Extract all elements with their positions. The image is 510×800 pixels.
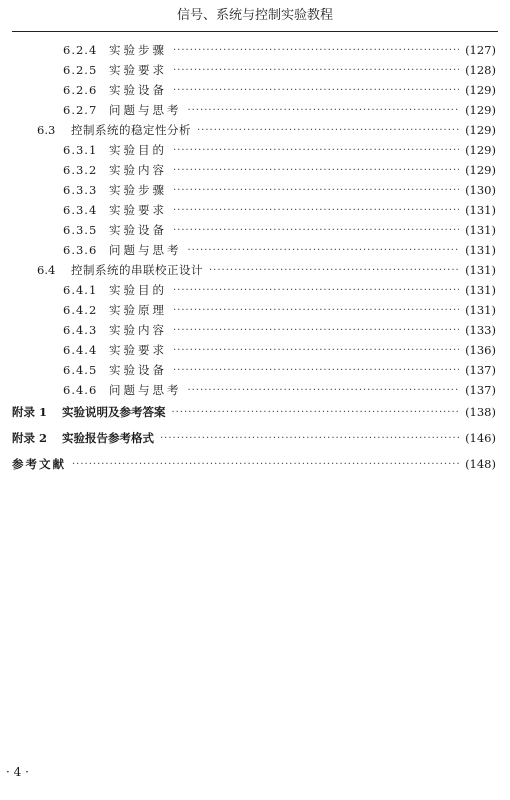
toc-entry-number: 6.3.6 bbox=[63, 243, 98, 257]
toc-entry-number: 6.3.4 bbox=[63, 203, 98, 217]
toc-entry bbox=[0, 320, 496, 340]
toc-dot-leader bbox=[160, 433, 459, 444]
toc-entry-page: (137) bbox=[465, 363, 496, 377]
toc-entry-number: 6.3.3 bbox=[63, 183, 98, 197]
toc-entry-title: 实验目的 bbox=[109, 143, 167, 157]
toc-entry bbox=[0, 240, 496, 260]
toc-entry bbox=[0, 80, 496, 100]
toc-dot-leader bbox=[173, 325, 459, 336]
toc-dot-leader bbox=[173, 65, 459, 76]
toc-entry-title: 实验步骤 bbox=[109, 183, 167, 197]
toc-dot-leader bbox=[173, 365, 459, 376]
toc-dot-leader bbox=[173, 285, 459, 296]
toc-entry-number: 6.2.6 bbox=[63, 83, 98, 97]
toc-dot-leader bbox=[173, 145, 459, 156]
toc-entry bbox=[0, 60, 496, 80]
toc-entry-page: (127) bbox=[465, 43, 496, 57]
toc-entry-title: 实验原理 bbox=[109, 303, 167, 317]
toc-entry bbox=[0, 360, 496, 380]
toc-section-entry bbox=[0, 120, 496, 140]
toc-entry-page: (131) bbox=[465, 223, 496, 237]
toc-appendix-entry bbox=[0, 428, 496, 448]
toc-dot-leader bbox=[172, 407, 460, 418]
toc-entry-title: 实验设备 bbox=[109, 363, 167, 377]
toc-dot-leader bbox=[173, 225, 459, 236]
toc-entry-title: 问题与思考 bbox=[109, 383, 182, 397]
toc-entry-number: 6.3.2 bbox=[63, 163, 98, 177]
toc-entry-title: 实验设备 bbox=[109, 83, 167, 97]
toc-section-entry bbox=[0, 260, 496, 280]
toc-entry-page: (129) bbox=[465, 123, 496, 137]
toc-entry-number: 6.3.5 bbox=[63, 223, 98, 237]
toc-entry-number: 6.4 bbox=[37, 263, 56, 277]
toc-entry-number: 6.3.1 bbox=[63, 143, 98, 157]
toc-entry bbox=[0, 160, 496, 180]
page-number: · 4 · bbox=[6, 765, 29, 779]
toc-dot-leader bbox=[188, 245, 460, 256]
toc-entry-title: 控制系统的串联校正设计 bbox=[71, 263, 203, 277]
toc-entry-number: 6.2.7 bbox=[63, 103, 98, 117]
toc-entry-page: (129) bbox=[465, 143, 496, 157]
toc-entry-title: 实验内容 bbox=[109, 323, 167, 337]
toc-entry bbox=[0, 140, 496, 160]
toc-dot-leader bbox=[173, 185, 459, 196]
toc-entry-number: 6.2.4 bbox=[63, 43, 98, 57]
toc-entry-title: 实验报告参考格式 bbox=[62, 431, 154, 445]
toc-dot-leader bbox=[173, 85, 459, 96]
toc-entry-title: 参考文献 bbox=[12, 457, 66, 471]
toc-entry-page: (129) bbox=[465, 103, 496, 117]
toc-entry-page: (146) bbox=[465, 431, 496, 445]
toc-entry-page: (131) bbox=[465, 263, 496, 277]
toc-entry bbox=[0, 40, 496, 60]
toc-entry-number: 6.3 bbox=[37, 123, 56, 137]
toc-dot-leader bbox=[188, 105, 460, 116]
toc-entry-number: 6.4.1 bbox=[63, 283, 98, 297]
toc-entry-title: 问题与思考 bbox=[109, 243, 182, 257]
toc-entry-page: (131) bbox=[465, 203, 496, 217]
toc-appendix-entry bbox=[0, 402, 496, 422]
toc-entry-title: 实验要求 bbox=[109, 203, 167, 217]
toc-dot-leader bbox=[173, 205, 459, 216]
toc-entry-number: 6.4.4 bbox=[63, 343, 98, 357]
toc-dot-leader bbox=[173, 45, 459, 56]
toc-entry-page: (138) bbox=[465, 405, 496, 419]
toc-entry-page: (131) bbox=[465, 243, 496, 257]
toc-entry-title: 控制系统的稳定性分析 bbox=[71, 123, 191, 137]
toc-entry-page: (133) bbox=[465, 323, 496, 337]
toc-entry-title: 实验设备 bbox=[109, 223, 167, 237]
running-header bbox=[12, 0, 498, 32]
toc-entry bbox=[0, 340, 496, 360]
running-header-title: 信号、系统与控制实验教程 bbox=[176, 8, 333, 23]
toc-entry-page: (129) bbox=[465, 163, 496, 177]
toc-entry-number: 6.2.5 bbox=[63, 63, 98, 77]
toc-dot-leader bbox=[188, 385, 460, 396]
toc-entry bbox=[0, 380, 496, 400]
toc-entry-page: (136) bbox=[465, 343, 496, 357]
toc-entry-title: 实验要求 bbox=[109, 343, 167, 357]
toc-dot-leader bbox=[72, 459, 459, 470]
toc-entry-number: 6.4.6 bbox=[63, 383, 98, 397]
toc-dot-leader bbox=[197, 125, 459, 136]
toc-entry-number: 6.4.5 bbox=[63, 363, 98, 377]
toc-entry bbox=[0, 300, 496, 320]
toc-entry-title: 实验内容 bbox=[109, 163, 167, 177]
toc-dot-leader bbox=[173, 305, 459, 316]
toc-entry-number: 6.4.3 bbox=[63, 323, 98, 337]
toc-entry bbox=[0, 280, 496, 300]
toc-entry-page: (128) bbox=[465, 63, 496, 77]
toc-entry bbox=[0, 220, 496, 240]
toc-entry-number: 附录 2 bbox=[12, 431, 48, 445]
toc-entry-title: 实验步骤 bbox=[109, 43, 167, 57]
toc-entry-page: (137) bbox=[465, 383, 496, 397]
toc-entry-title: 实验目的 bbox=[109, 283, 167, 297]
toc-entry bbox=[0, 200, 496, 220]
toc-entry bbox=[0, 100, 496, 120]
toc-entry-page: (148) bbox=[465, 457, 496, 471]
toc-entry bbox=[0, 180, 496, 200]
toc-entry-page: (130) bbox=[465, 183, 496, 197]
toc-entry-page: (129) bbox=[465, 83, 496, 97]
toc-entry-title: 实验要求 bbox=[109, 63, 167, 77]
toc-entry-number: 附录 1 bbox=[12, 405, 48, 419]
toc-dot-leader bbox=[209, 265, 459, 276]
toc-references-entry bbox=[0, 454, 496, 474]
toc-entry-title: 问题与思考 bbox=[109, 103, 182, 117]
toc-dot-leader bbox=[173, 165, 459, 176]
toc-entry-page: (131) bbox=[465, 283, 496, 297]
toc-entry-number: 6.4.2 bbox=[63, 303, 98, 317]
toc-entry-page: (131) bbox=[465, 303, 496, 317]
toc-entry-title: 实验说明及参考答案 bbox=[62, 405, 166, 419]
toc-dot-leader bbox=[173, 345, 459, 356]
